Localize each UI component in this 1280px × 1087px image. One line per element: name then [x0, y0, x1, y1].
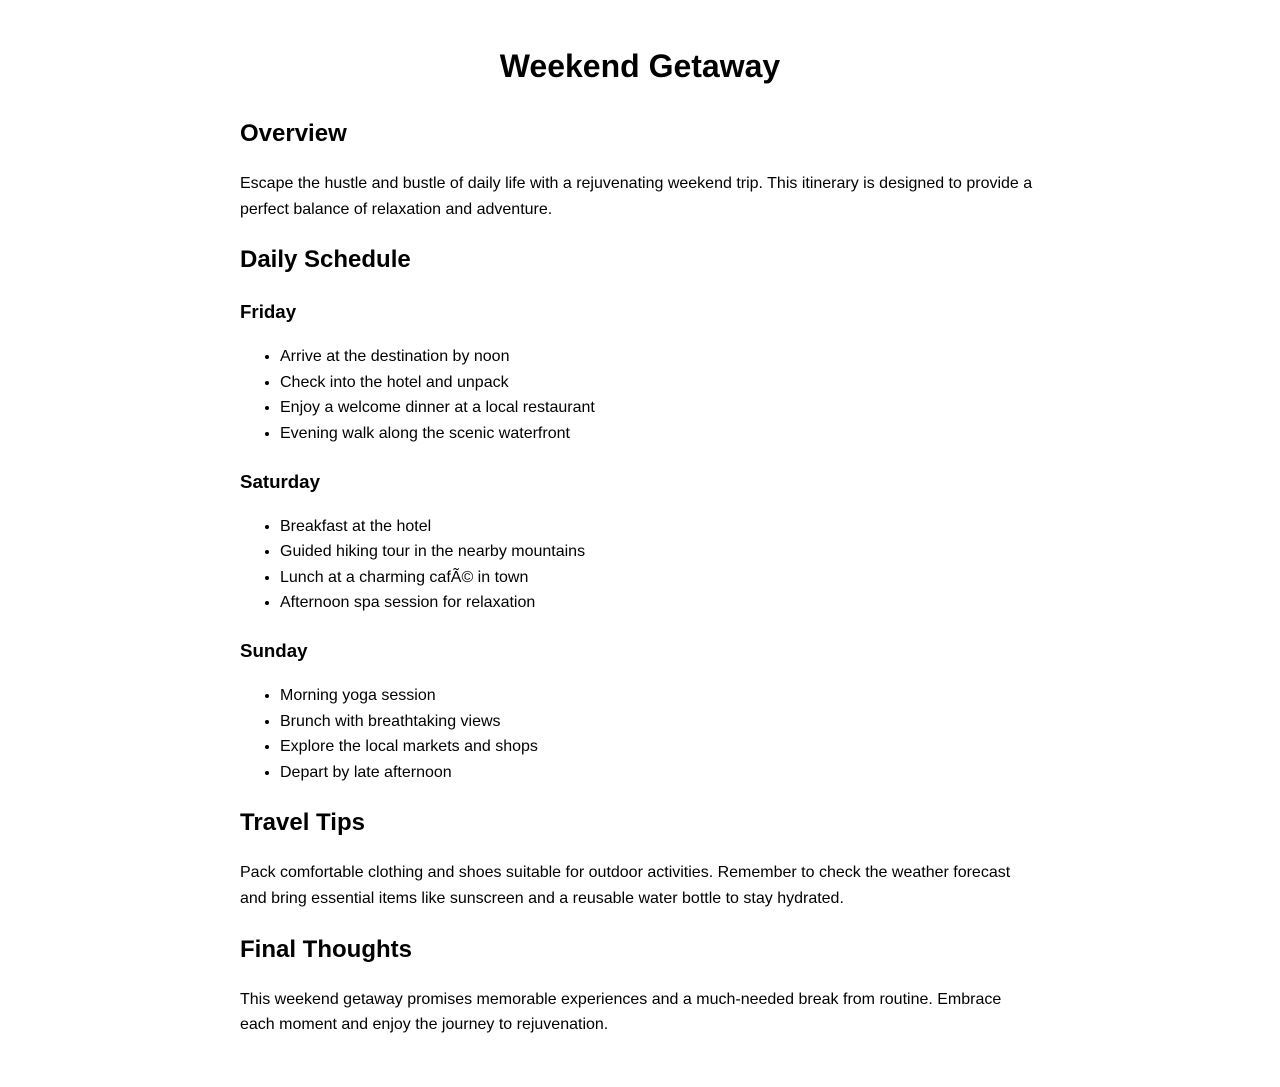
overview-heading: Overview: [240, 120, 347, 147]
daily-schedule-heading: Daily Schedule: [240, 246, 411, 274]
day-friday: [240, 301, 1040, 446]
day-heading: Saturday: [240, 470, 320, 492]
list-item: • Morning yoga session: [280, 683, 1040, 709]
travel-tips-text: Pack comfortable clothing and shoes suitable for outdoor activities. Remember to check the weather forecast and bring essential items like sunscreen and a reusable water bottle to stay hydrated.: [240, 864, 1011, 907]
final-thoughts-heading: Final Thoughts: [240, 935, 412, 963]
list-item: • Arrive at the destination by noon: [280, 344, 1040, 370]
list-item: • Lunch at a charming cafÃ© in town: [280, 565, 1040, 591]
document-page: [240, 0, 1040, 1038]
list-item: • Explore the local markets and shops: [280, 734, 1040, 760]
day-heading: Sunday: [240, 639, 308, 661]
list-item: • Enjoy a welcome dinner at a local restaurant: [280, 395, 1040, 421]
day-activity-list: [240, 344, 1040, 446]
day-activity-list: [240, 514, 1040, 616]
travel-tips-section: [240, 809, 1040, 911]
list-item: • Depart by late afternoon: [280, 760, 1040, 786]
day-activity-list: [240, 683, 1040, 785]
list-item: • Guided hiking tour in the nearby mountains: [280, 539, 1040, 565]
day-heading: Friday: [240, 301, 297, 323]
list-item: • Evening walk along the scenic waterfront: [280, 421, 1040, 447]
overview-section: [240, 120, 1040, 222]
page-title: Weekend Getaway: [499, 48, 781, 84]
daily-schedule-section: [240, 246, 1040, 785]
final-thoughts-text: This weekend getaway promises memorable experiences and a much-needed break from routine. Embrace each moment and enjoy the journey to rejuvenation.: [240, 990, 1002, 1034]
overview-text: Escape the hustle and bustle of daily life with a rejuvenating weekend trip. This itinerary is designed to provide a perfect balance of relaxation and adventure.: [240, 175, 1033, 218]
list-item: • Brunch with breathtaking views: [280, 709, 1040, 735]
list-item: • Check into the hotel and unpack: [280, 370, 1040, 396]
travel-tips-heading: Travel Tips: [240, 809, 365, 837]
list-item: • Afternoon spa session for relaxation: [280, 590, 1040, 616]
list-item: • Breakfast at the hotel: [280, 514, 1040, 540]
day-sunday: [240, 640, 1040, 785]
day-saturday: [240, 471, 1040, 616]
final-thoughts-section: [240, 936, 1040, 1038]
